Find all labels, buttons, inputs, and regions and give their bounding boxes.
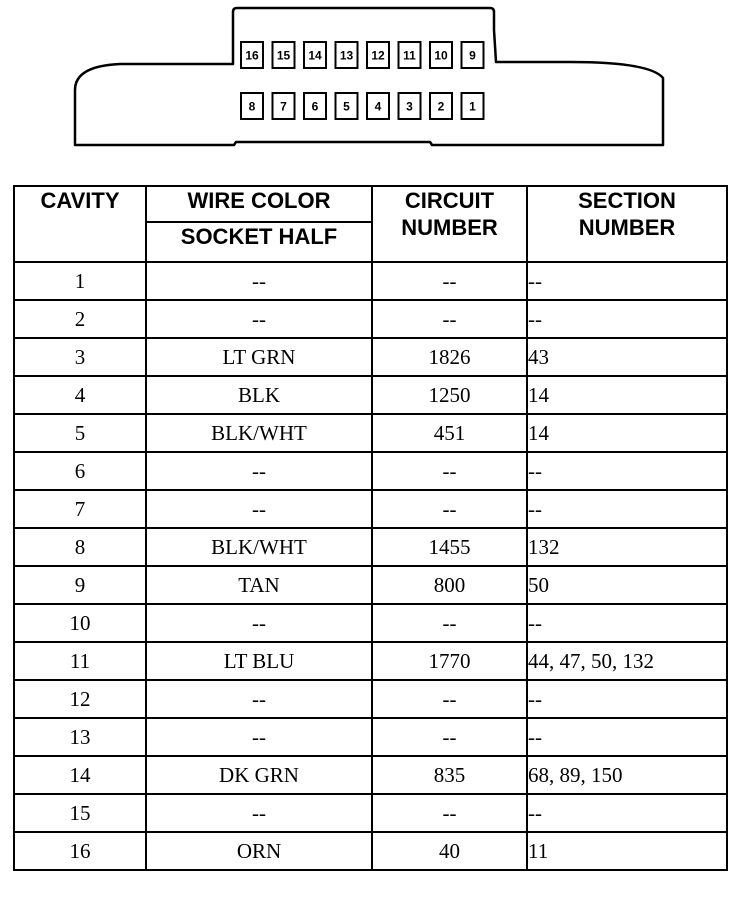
table-row (14, 680, 727, 718)
circuit-number-cell: -- (372, 794, 527, 832)
table-row (14, 794, 727, 832)
table-row (14, 718, 727, 756)
table-row (14, 604, 727, 642)
pin-2 (430, 93, 452, 119)
cavity-cell: 4 (14, 376, 146, 414)
circuit-number-cell: 1455 (372, 528, 527, 566)
pin-label: 16 (245, 48, 259, 63)
pin-label: 8 (248, 99, 256, 114)
pinout-table (13, 185, 728, 871)
circuit-number-cell: -- (372, 680, 527, 718)
section-number-cell: -- (527, 452, 727, 490)
wire-color-cell: -- (146, 300, 372, 338)
table-row (14, 414, 727, 452)
section-number-cell: 43 (527, 338, 727, 376)
circuit-number-cell: 451 (372, 414, 527, 452)
circuit-number-cell: 1250 (372, 376, 527, 414)
section-number-cell: 14 (527, 376, 727, 414)
wire-color-cell: -- (146, 604, 372, 642)
cavity-cell: 13 (14, 718, 146, 756)
cavity-cell: 9 (14, 566, 146, 604)
table-row (14, 262, 727, 300)
cavity-cell: 14 (14, 756, 146, 794)
wire-color-cell: -- (146, 452, 372, 490)
cavity-cell: 5 (14, 414, 146, 452)
wire-color-cell: DK GRN (146, 756, 372, 794)
wire-color-cell: BLK/WHT (146, 528, 372, 566)
circuit-number-cell: 1770 (372, 642, 527, 680)
pin-5 (336, 93, 358, 119)
pin-3 (399, 93, 421, 119)
pin-6 (304, 93, 326, 119)
cavity-cell: 12 (14, 680, 146, 718)
wire-color-cell: BLK (146, 376, 372, 414)
table-row (14, 490, 727, 528)
section-number-cell: -- (527, 604, 727, 642)
pin-7 (273, 93, 295, 119)
wire-color-cell: LT GRN (146, 338, 372, 376)
wire-color-cell: -- (146, 718, 372, 756)
header-row (14, 186, 727, 222)
section-number-cell: -- (527, 794, 727, 832)
pin-1 (462, 93, 484, 119)
pin-label: 3 (406, 99, 413, 114)
circuit-number-cell: -- (372, 452, 527, 490)
wire-color-cell: -- (146, 262, 372, 300)
header-socket-half: SOCKET HALF (146, 222, 372, 262)
pin-label: 15 (276, 48, 291, 63)
cavity-cell: 7 (14, 490, 146, 528)
pin-8 (241, 93, 263, 119)
pin-label: 2 (437, 99, 445, 114)
section-number-cell: -- (527, 300, 727, 338)
pin-11 (399, 42, 421, 68)
cavity-cell: 6 (14, 452, 146, 490)
cavity-cell: 11 (14, 642, 146, 680)
header-wire-color: WIRE COLOR (146, 186, 372, 222)
table-row (14, 300, 727, 338)
section-number-cell: 14 (527, 414, 727, 452)
cavity-cell: 16 (14, 832, 146, 870)
section-number-cell: 44, 47, 50, 132 (527, 642, 727, 680)
circuit-number-cell: -- (372, 262, 527, 300)
cavity-cell: 1 (14, 262, 146, 300)
table-row (14, 566, 727, 604)
table-row (14, 376, 727, 414)
table-row (14, 832, 727, 870)
wire-color-cell: BLK/WHT (146, 414, 372, 452)
table-row (14, 528, 727, 566)
wire-color-cell: TAN (146, 566, 372, 604)
table-row (14, 452, 727, 490)
connector-face-diagram (0, 0, 736, 165)
section-number-cell: -- (527, 490, 727, 528)
top-pin-row (241, 42, 484, 68)
pin-label: 1 (469, 99, 476, 114)
header-section-number: SECTION NUMBER (527, 186, 727, 262)
section-number-cell: 68, 89, 150 (527, 756, 727, 794)
pin-4 (367, 93, 389, 119)
header-circuit-number: CIRCUIT NUMBER (372, 186, 527, 262)
bottom-pin-row (241, 93, 484, 119)
section-number-cell: -- (527, 718, 727, 756)
pin-14 (304, 42, 326, 68)
wire-color-cell: -- (146, 794, 372, 832)
cavity-cell: 15 (14, 794, 146, 832)
pin-label: 11 (403, 48, 416, 63)
pin-label: 10 (434, 48, 448, 63)
cavity-cell: 2 (14, 300, 146, 338)
wire-color-cell: LT BLU (146, 642, 372, 680)
circuit-number-cell: -- (372, 300, 527, 338)
pin-label: 14 (308, 48, 322, 63)
section-number-cell: 50 (527, 566, 727, 604)
section-number-cell: 11 (527, 832, 727, 870)
pin-16 (241, 42, 263, 68)
pin-label: 5 (343, 99, 350, 114)
pin-label: 4 (374, 99, 382, 114)
circuit-number-cell: 835 (372, 756, 527, 794)
section-number-cell: -- (527, 680, 727, 718)
wire-color-cell: -- (146, 680, 372, 718)
circuit-number-cell: -- (372, 490, 527, 528)
section-number-cell: 132 (527, 528, 727, 566)
pin-label: 9 (469, 48, 476, 63)
pin-13 (336, 42, 358, 68)
table-row (14, 338, 727, 376)
header-cavity: CAVITY (14, 186, 146, 262)
circuit-number-cell: -- (372, 604, 527, 642)
circuit-number-cell: 40 (372, 832, 527, 870)
pin-12 (367, 42, 389, 68)
pin-10 (430, 42, 452, 68)
pin-label: 6 (311, 99, 319, 114)
cavity-cell: 8 (14, 528, 146, 566)
table-row (14, 642, 727, 680)
circuit-number-cell: 800 (372, 566, 527, 604)
pin-label: 13 (339, 48, 354, 63)
connector-housing-outline (75, 8, 663, 145)
pin-9 (462, 42, 484, 68)
circuit-number-cell: 1826 (372, 338, 527, 376)
pinout-body (14, 262, 727, 870)
pin-label: 12 (371, 48, 385, 63)
pin-label: 7 (280, 99, 287, 114)
pin-15 (273, 42, 295, 68)
wire-color-cell: ORN (146, 832, 372, 870)
cavity-cell: 10 (14, 604, 146, 642)
wire-color-cell: -- (146, 490, 372, 528)
circuit-number-cell: -- (372, 718, 527, 756)
cavity-cell: 3 (14, 338, 146, 376)
section-number-cell: -- (527, 262, 727, 300)
table-row (14, 756, 727, 794)
